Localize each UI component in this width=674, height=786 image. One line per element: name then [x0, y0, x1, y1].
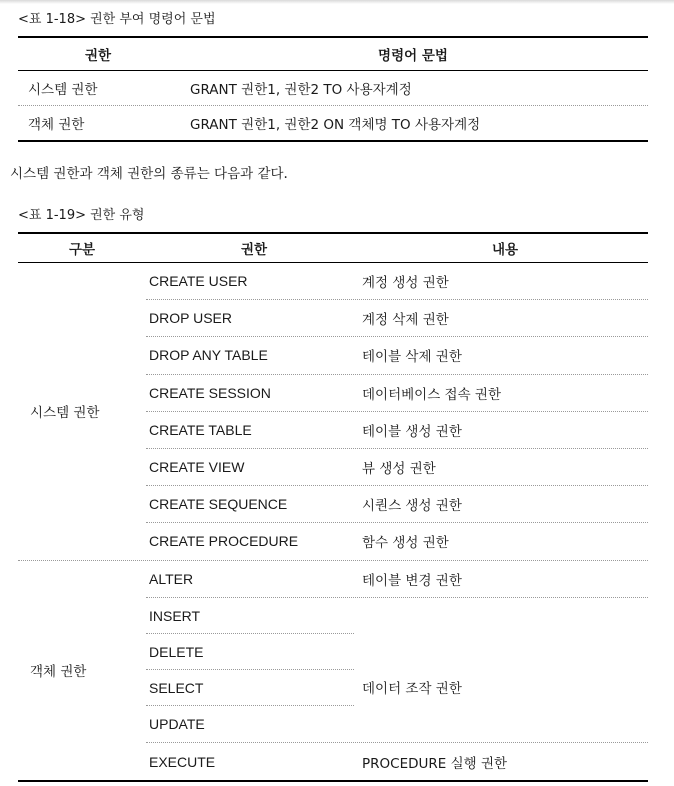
permission-description: 시퀀스 생성 권한	[362, 498, 462, 515]
permission-name: CREATE SESSION	[149, 384, 271, 401]
table-row	[146, 449, 648, 486]
object-permission-label: 객체 권한	[30, 664, 87, 681]
table-header-row	[18, 36, 648, 71]
row-permission-type: 시스템 권한	[28, 82, 98, 98]
table-row	[18, 106, 648, 142]
table-row	[146, 412, 648, 449]
permission-description: 테이블 변경 권한	[362, 572, 462, 589]
permission-description: 계정 삭제 권한	[362, 312, 449, 329]
permission-name: ALTER	[149, 570, 194, 587]
permission-name: DROP ANY TABLE	[149, 347, 268, 364]
permission-name: INSERT	[149, 607, 201, 624]
system-permission-label: 시스템 권한	[30, 405, 100, 422]
table-row	[146, 523, 648, 559]
table-row	[18, 71, 648, 106]
permission-name: CREATE PROCEDURE	[149, 533, 299, 550]
permission-description: 데이터베이스 접속 권한	[362, 386, 501, 403]
permission-name: CREATE VIEW	[149, 459, 245, 476]
permission-description: 뷰 생성 권한	[362, 461, 436, 478]
object-permission-group	[18, 561, 648, 782]
table-row	[146, 486, 648, 523]
header-permission: 권한	[240, 242, 268, 258]
permission-name: CREATE TABLE	[149, 421, 252, 438]
table-row	[146, 263, 648, 300]
row-syntax: GRANT 권한1, 권한2 ON 객체명 TO 사용자계정	[190, 117, 481, 133]
permission-description: PROCEDURE 실행 권한	[362, 755, 508, 772]
header-description: 내용	[491, 242, 519, 258]
grant-syntax-table	[18, 36, 648, 142]
permission-name: EXECUTE	[149, 753, 216, 770]
table-header-row	[18, 232, 648, 263]
merged-description-cell: 데이터 조작 권한	[362, 681, 462, 697]
system-permission-group	[18, 263, 648, 561]
body-paragraph: 시스템 권한과 객체 권한의 종류는 다음과 같다.	[10, 166, 288, 182]
permission-description: 계정 생성 권한	[362, 275, 449, 292]
header-permission: 권한	[84, 48, 112, 64]
table-row	[146, 337, 648, 374]
permission-name: UPDATE	[149, 716, 205, 733]
permission-name: CREATE SEQUENCE	[149, 496, 288, 513]
permission-name: DROP USER	[149, 310, 232, 327]
row-syntax: GRANT 권한1, 권한2 TO 사용자계정	[190, 82, 412, 98]
top-shadow-band	[0, 0, 674, 4]
permission-types-table	[18, 232, 648, 782]
permission-name: DELETE	[149, 643, 204, 660]
table-caption-1-18: <표 1-18> 권한 부여 명령어 문법	[18, 12, 216, 27]
permission-name: CREATE USER	[149, 273, 248, 290]
row-permission-type: 객체 권한	[28, 117, 85, 133]
table-row	[146, 300, 648, 337]
table-row	[146, 375, 648, 412]
header-syntax: 명령어 문법	[378, 48, 448, 64]
permission-name: SELECT	[149, 680, 204, 697]
permission-description: 테이블 삭제 권한	[362, 349, 462, 366]
permission-description: 함수 생성 권한	[362, 535, 449, 552]
table-row	[146, 561, 648, 598]
permission-description: 테이블 생성 권한	[362, 423, 462, 440]
table-row	[146, 743, 648, 779]
header-category: 구분	[68, 242, 96, 258]
table-caption-1-19: <표 1-19> 권한 유형	[18, 208, 145, 223]
